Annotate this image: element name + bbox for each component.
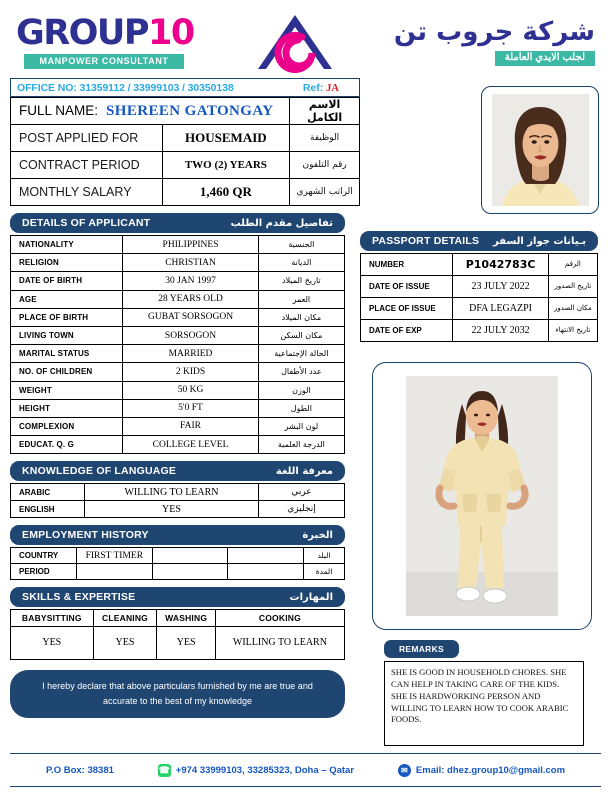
full-name-arabic-label: الاسم الكامل — [290, 98, 360, 125]
passport-date-of-issue-value: 23 JULY 2022 — [453, 276, 548, 298]
applicant-passport-photo-frame — [481, 86, 599, 214]
detail-living-town-arabic: مكان السكن — [258, 326, 344, 344]
detail-date-of-birth-label: DATE OF BIRTH — [11, 272, 123, 290]
table-row — [11, 436, 345, 454]
table-row — [11, 272, 345, 290]
skills-table — [10, 609, 345, 660]
table-row — [361, 320, 598, 342]
detail-educat-q-g-arabic: الدرجة العلمية — [258, 436, 344, 454]
table-row — [361, 254, 598, 276]
skills-table-body — [11, 610, 345, 660]
employment-table — [10, 547, 345, 580]
section-header-passport — [360, 231, 598, 251]
footer-pobox — [46, 765, 114, 776]
logo-arabic-tagline: لجلب الايدي العاملة — [495, 51, 595, 66]
table-row — [11, 399, 345, 417]
employment-country-arabic: البلد — [304, 548, 345, 564]
employment-period-cell-2 — [152, 564, 228, 580]
office-number: OFFICE NO: 31359112 / 33999103 / 30350138 — [17, 81, 234, 94]
full-name-cell — [11, 98, 290, 125]
remarks-text: SHE IS GOOD IN HOUSEHOLD CHORES. SHE CAN HELP IN TAKING CARE OF THE KIDS. SHE IS HARDWORKING PERSON AND WILLING TO LEARN HOW TO COOK ARABIC FOODS. — [384, 661, 584, 746]
monthly-salary-value: 1,460 QR — [162, 179, 290, 206]
table-row — [11, 484, 345, 501]
applicant-fullbody-photo — [406, 376, 558, 616]
portrait-illustration — [492, 94, 589, 206]
table-row — [11, 254, 345, 272]
table-row — [11, 152, 360, 179]
document-footer — [10, 753, 601, 787]
detail-place-of-birth-label: PLACE OF BIRTH — [11, 308, 123, 326]
language-english-value: YES — [85, 501, 259, 518]
fullbody-illustration — [406, 376, 558, 616]
language-title-ar: معرفة اللغة — [275, 465, 333, 477]
language-arabic-arabic: عربي — [259, 484, 345, 501]
detail-place-of-birth-arabic: مكان الميلاد — [258, 308, 344, 326]
passport-date-of-exp-label: DATE OF EXP — [361, 320, 453, 342]
details-title-ar: تفاصيل مقدم الطلب — [230, 217, 333, 229]
employment-country-cell-2 — [152, 548, 228, 564]
section-header-employment — [10, 525, 345, 545]
table-row — [11, 326, 345, 344]
passport-number-label: NUMBER — [361, 254, 453, 276]
detail-nationality-label: NATIONALITY — [11, 236, 123, 254]
skill-header-cleaning: CLEANING — [93, 610, 157, 627]
full-name-label: FULL NAME: — [19, 102, 99, 118]
skill-value-cleaning: YES — [93, 627, 157, 660]
reference-code — [303, 82, 353, 94]
detail-religion-value: CHRISTIAN — [123, 254, 258, 272]
table-row — [11, 381, 345, 399]
skill-header-washing: WASHING — [157, 610, 215, 627]
table-row — [11, 417, 345, 435]
detail-height-value: 5'0 FT — [123, 399, 258, 417]
footer-email — [398, 764, 565, 777]
email-text: Email: dhez.group10@gmail.com — [415, 764, 566, 776]
table-row — [361, 298, 598, 320]
employment-title-en: EMPLOYMENT HISTORY — [22, 529, 149, 542]
skill-header-babysitting: BABYSITTING — [11, 610, 94, 627]
applicant-summary-table — [10, 97, 360, 206]
skill-value-babysitting: YES — [11, 627, 94, 660]
skill-value-washing: YES — [157, 627, 215, 660]
post-applied-arabic: الوظيفة — [290, 125, 360, 152]
applicant-passport-photo — [492, 94, 589, 206]
ref-value: JA — [326, 82, 339, 94]
table-row — [11, 308, 345, 326]
whatsapp-icon: ☎ — [158, 764, 170, 775]
details-title-en: DETAILS OF APPLICANT — [22, 217, 151, 229]
logo-word-text: GROUP — [16, 12, 149, 53]
table-row — [11, 345, 345, 363]
skills-title-en: SKILLS & EXPERTISE — [22, 591, 136, 604]
employment-period-arabic: المدة — [304, 564, 345, 580]
employment-period-cell-1 — [76, 564, 152, 580]
detail-nationality-arabic: الجنسية — [258, 236, 344, 254]
table-row — [11, 125, 360, 152]
section-header-language — [10, 461, 345, 481]
detail-living-town-value: SORSOGON — [123, 326, 258, 344]
detail-nationality-value: PHILIPPINES — [123, 236, 258, 254]
detail-height-label: HEIGHT — [11, 399, 123, 417]
full-name-value: SHEREEN GATONGAY — [106, 102, 274, 119]
email-icon: ✉ — [398, 764, 411, 777]
passport-date-of-issue-arabic: تاريخ الصدور — [548, 276, 597, 298]
remarks-tab-label: REMARKS — [384, 640, 459, 658]
employment-country-cell-1: FIRST TIMER — [76, 548, 152, 564]
logo-wordmark — [16, 12, 194, 53]
table-row — [11, 290, 345, 308]
table-row — [11, 564, 345, 580]
company-logo-arabic — [395, 18, 595, 66]
detail-religion-label: RELIGION — [11, 254, 123, 272]
phone-text: +974 33999103, 33285323, Doha – Qatar — [175, 764, 355, 776]
details-table-body — [11, 236, 345, 454]
detail-height-arabic: الطول — [258, 399, 344, 417]
passport-number-arabic: الرقم — [548, 254, 597, 276]
language-table-body — [11, 484, 345, 518]
passport-place-of-issue-value: DFA LEGAZPI — [453, 298, 548, 320]
applicant-summary-body — [11, 98, 360, 206]
detail-place-of-birth-value: GUBAT SORSOGON — [123, 308, 258, 326]
contract-period-value: TWO (2) YEARS — [162, 152, 290, 179]
logo-arabic-text: شركة جروب تن — [393, 17, 595, 48]
section-header-details — [10, 213, 345, 233]
employment-table-body — [11, 548, 345, 580]
section-header-skills — [10, 587, 345, 607]
company-emblem — [239, 11, 351, 73]
applicant-fullbody-photo-frame — [372, 362, 592, 630]
contract-period-arabic: رقم التلفون — [290, 152, 360, 179]
employment-title-ar: الخبرة — [302, 529, 333, 541]
monthly-salary-arabic: الراتب الشهري — [290, 179, 360, 206]
declaration-banner: I hereby declare that above particulars furnished by me are true and accurate to the best of my knowledge — [10, 670, 345, 718]
detail-no-of-children-value: 2 KIDS — [123, 363, 258, 381]
table-row — [11, 179, 360, 206]
table-row — [11, 363, 345, 381]
detail-weight-label: WEIGHT — [11, 381, 123, 399]
detail-marital-status-arabic: الحالة الإجتماعية — [258, 345, 344, 363]
language-english-label: ENGLISH — [11, 501, 85, 518]
passport-title-ar: بـيانات جواز السفر — [493, 235, 586, 247]
skills-title-ar: المهارات — [289, 591, 333, 603]
employment-country-label: COUNTRY — [11, 548, 77, 564]
language-arabic-label: ARABIC — [11, 484, 85, 501]
language-table — [10, 483, 345, 518]
detail-age-arabic: العمر — [258, 290, 344, 308]
detail-complexion-arabic: لون البشر — [258, 417, 344, 435]
ref-label: Ref: — [302, 81, 324, 94]
skill-header-cooking: COOKING — [215, 610, 344, 627]
detail-no-of-children-arabic: عدد الأطفال — [258, 363, 344, 381]
company-logo-english — [16, 12, 194, 69]
monthly-salary-label: MONTHLY SALARY — [11, 179, 163, 206]
table-row — [361, 276, 598, 298]
contract-period-label: CONTRACT PERIOD — [11, 152, 163, 179]
document-header — [10, 8, 601, 76]
passport-table-body — [361, 254, 598, 342]
table-row — [11, 236, 345, 254]
footer-phone — [158, 764, 354, 777]
passport-place-of-issue-label: PLACE OF ISSUE — [361, 298, 453, 320]
passport-section — [360, 231, 598, 342]
passport-date-of-issue-label: DATE OF ISSUE — [361, 276, 453, 298]
detail-complexion-value: FAIR — [123, 417, 258, 435]
detail-religion-arabic: الديانة — [258, 254, 344, 272]
employment-period-label: PERIOD — [11, 564, 77, 580]
passport-title-en: PASSPORT DETAILS — [372, 235, 480, 247]
arch-spiral-icon — [252, 11, 338, 73]
passport-date-of-exp-value: 22 JULY 2032 — [453, 320, 548, 342]
detail-educat-q-g-label: EDUCAT. Q. G — [11, 436, 123, 454]
language-arabic-value: WILLING TO LEARN — [85, 484, 259, 501]
details-table — [10, 235, 345, 454]
remarks-section — [384, 640, 584, 746]
passport-table — [360, 253, 598, 342]
skills-value-row — [11, 627, 345, 660]
detail-educat-q-g-value: COLLEGE LEVEL — [123, 436, 258, 454]
table-row — [11, 501, 345, 518]
skill-value-cooking: WILLING TO LEARN — [215, 627, 344, 660]
po-box-text: P.O Box: 38381 — [45, 764, 114, 776]
language-title-en: KNOWLEDGE OF LANGUAGE — [22, 465, 177, 478]
post-applied-label: POST APPLIED FOR — [11, 125, 163, 152]
passport-place-of-issue-arabic: مكان الصدور — [548, 298, 597, 320]
passport-number-value: P1042783C — [453, 254, 548, 276]
detail-weight-value: 50 KG — [123, 381, 258, 399]
detail-living-town-label: LIVING TOWN — [11, 326, 123, 344]
language-english-arabic: إنجليزي — [259, 501, 345, 518]
post-applied-value: HOUSEMAID — [162, 125, 290, 152]
office-no-box — [10, 78, 360, 97]
full-name-row — [11, 98, 360, 125]
detail-age-label: AGE — [11, 290, 123, 308]
detail-weight-arabic: الوزن — [258, 381, 344, 399]
logo-tagline: MANPOWER CONSULTANT — [24, 54, 184, 69]
table-row — [11, 548, 345, 564]
detail-date-of-birth-value: 30 JAN 1997 — [123, 272, 258, 290]
detail-marital-status-label: MARITAL STATUS — [11, 345, 123, 363]
detail-complexion-label: COMPLEXION — [11, 417, 123, 435]
employment-country-cell-3 — [228, 548, 304, 564]
passport-date-of-exp-arabic: تاريخ الانتهاء — [548, 320, 597, 342]
employment-period-cell-3 — [228, 564, 304, 580]
detail-date-of-birth-arabic: تاريخ الميلاد — [258, 272, 344, 290]
skills-header-row — [11, 610, 345, 627]
detail-age-value: 28 YEARS OLD — [123, 290, 258, 308]
detail-no-of-children-label: NO. OF CHILDREN — [11, 363, 123, 381]
logo-number-text: 10 — [148, 12, 194, 53]
detail-marital-status-value: MARRIED — [123, 345, 258, 363]
